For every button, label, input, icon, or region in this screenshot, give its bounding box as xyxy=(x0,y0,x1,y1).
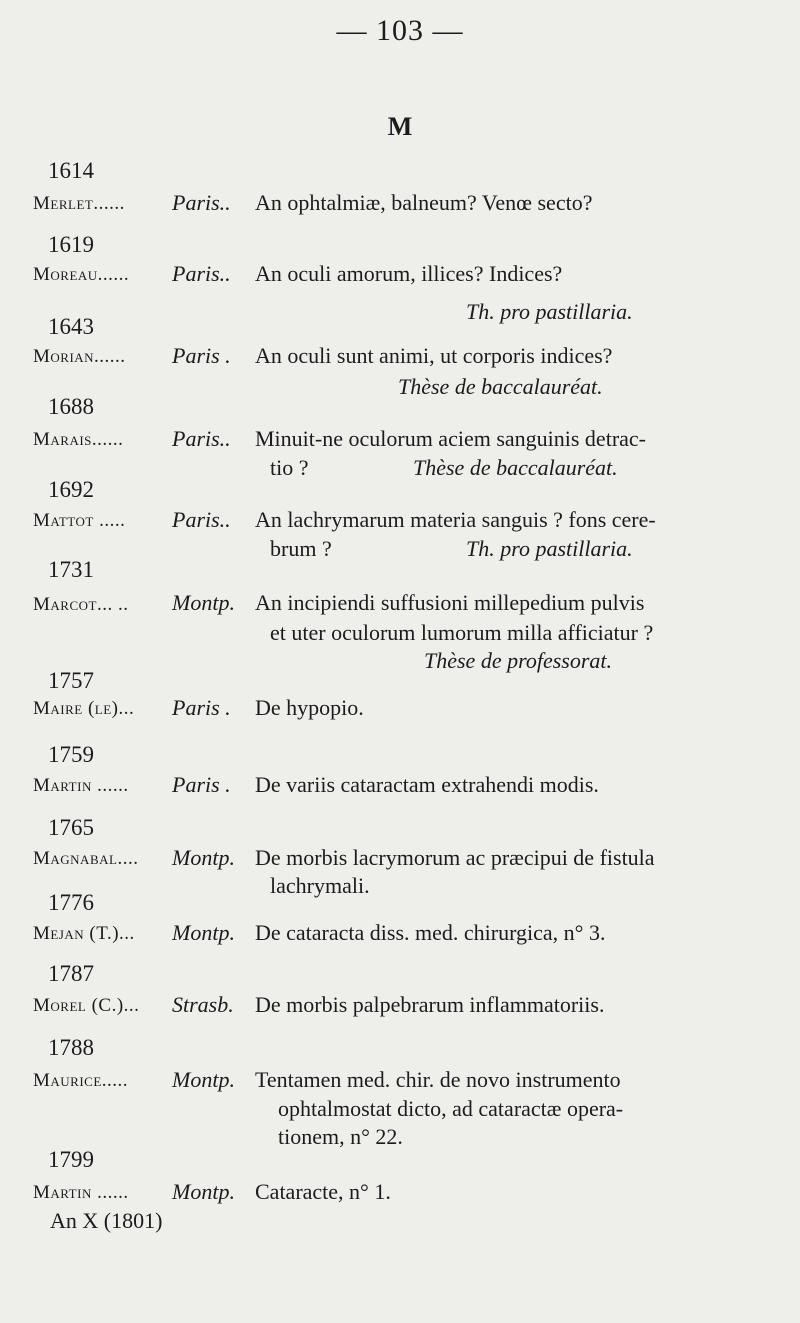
entry-year: 1692 xyxy=(48,477,94,502)
entry-year: 1799 xyxy=(48,1147,94,1172)
entry-title-line: Cataracte, n° 1. xyxy=(255,1179,391,1204)
entry-title-line: lachrymali. xyxy=(270,873,370,898)
entry-note: Th. pro pastillaria. xyxy=(466,299,633,324)
entry-note: Thèse de professorat. xyxy=(424,648,613,673)
entry-author: Merlet...... xyxy=(33,193,125,214)
entry-author: Moreau...... xyxy=(33,264,130,285)
entry-place: Montp. xyxy=(172,590,235,615)
entry-note: Thèse de baccalauréat. xyxy=(398,374,603,399)
entry-year: 1619 xyxy=(48,232,94,257)
entry-year: 1776 xyxy=(48,890,94,915)
entry-year: 1759 xyxy=(48,742,94,767)
entry-title-line: brum ? xyxy=(270,536,332,561)
entry-author: Morian...... xyxy=(33,346,126,367)
entry-place: Paris.. xyxy=(172,190,231,215)
page-number: — 103 — xyxy=(336,14,464,47)
entry-place: Montp. xyxy=(172,1179,235,1204)
entry-year: 1787 xyxy=(48,961,94,986)
entry-title-line: An lachrymarum materia sanguis ? fons cere- xyxy=(255,507,656,532)
entry-year: 1765 xyxy=(48,815,94,840)
entry-author: Martin ...... xyxy=(33,1182,129,1203)
entry-place: Paris . xyxy=(172,343,231,368)
entry-author: Morel (C.)... xyxy=(33,995,140,1016)
entry-title-line: An incipiendi suffusioni millepedium pulvis xyxy=(255,590,645,615)
entry-title-line: et uter oculorum lumorum milla afficiatur ? xyxy=(270,620,654,645)
entry-year: 1614 xyxy=(48,158,94,183)
entry-author: Maire (le)... xyxy=(33,698,135,719)
entry-year: 1688 xyxy=(48,394,94,419)
entry-author: Magnabal.... xyxy=(33,848,139,869)
entry-author: Marcot... .. xyxy=(33,594,129,615)
entry-author: Martin ...... xyxy=(33,775,129,796)
entry-place: Paris . xyxy=(172,695,231,720)
entry-year: 1788 xyxy=(48,1035,94,1060)
entry-author: Mattot ..... xyxy=(33,510,126,531)
entry-year: 1643 xyxy=(48,314,94,339)
entry-title-line: De cataracta diss. med. chirurgica, n° 3. xyxy=(255,920,606,945)
section-letter: M xyxy=(387,112,413,141)
footer-year-label: An X (1801) xyxy=(50,1208,163,1233)
entry-author: Mejan (T.)... xyxy=(33,923,135,944)
entry-place: Paris . xyxy=(172,772,231,797)
entry-title-line: ophtalmostat dicto, ad cataractæ opera- xyxy=(278,1096,624,1121)
entry-place: Paris.. xyxy=(172,507,231,532)
entry-place: Paris.. xyxy=(172,261,231,286)
entry-title-line: De variis cataractam extrahendi modis. xyxy=(255,772,599,797)
entry-place: Strasb. xyxy=(172,992,234,1017)
entry-note: Thèse de baccalauréat. xyxy=(413,455,618,480)
entry-author: Marais...... xyxy=(33,429,124,450)
entry-title-line: tionem, n° 22. xyxy=(278,1124,403,1149)
entry-year: 1731 xyxy=(48,557,94,582)
entry-title-line: Minuit-ne oculorum aciem sanguinis detrac- xyxy=(255,426,646,451)
entry-place: Montp. xyxy=(172,1067,235,1092)
entry-place: Paris.. xyxy=(172,426,231,451)
entry-title-line: An oculi sunt animi, ut corporis indices? xyxy=(255,343,613,368)
entry-place: Montp. xyxy=(172,920,235,945)
entry-title-line: De morbis lacrymorum ac præcipui de fistula xyxy=(255,845,655,870)
entry-title-line: An oculi amorum, illices? Indices? xyxy=(255,261,563,286)
entry-title-line: De hypopio. xyxy=(255,695,364,720)
entry-title-line: Tentamen med. chir. de novo instrumento xyxy=(255,1067,621,1092)
entry-title-line: tio ? xyxy=(270,455,309,480)
entry-title-line: De morbis palpebrarum inflammatoriis. xyxy=(255,992,605,1017)
entry-author: Maurice..... xyxy=(33,1070,129,1091)
entry-note: Th. pro pastillaria. xyxy=(466,536,633,561)
entry-year: 1757 xyxy=(48,668,94,693)
entry-title-line: An ophtalmiæ, balneum? Venœ secto? xyxy=(255,190,593,215)
entry-place: Montp. xyxy=(172,845,235,870)
